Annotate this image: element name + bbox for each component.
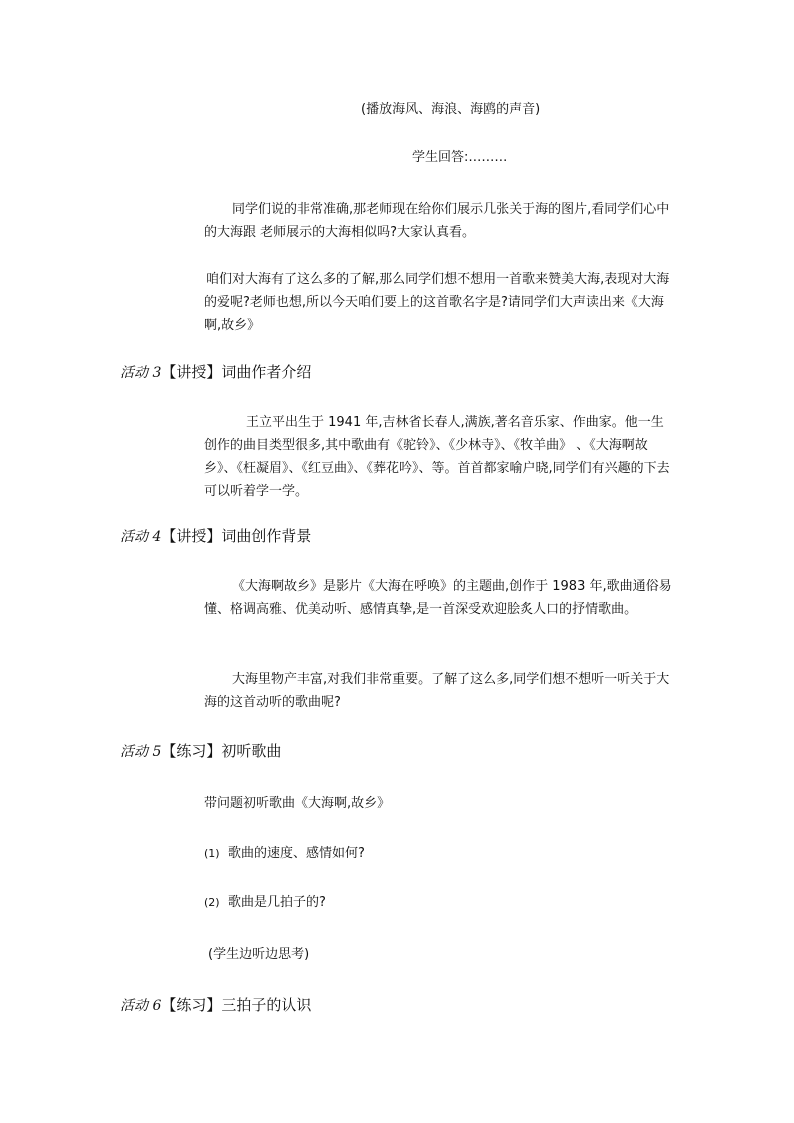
song-transition: 大海里物产丰富,对我们非常重要。了解了这么多,同学们想不想听一听关于大海的这首动听的歌曲呢? bbox=[204, 672, 670, 710]
song-background: 《大海啊故乡》是影片《大海在呼唤》的主题曲,创作于 1983 年,歌曲通俗易懂、格调高雅、优美动听、感情真挚,是一首深受欢迎脍炙人口的抒情歌曲。 bbox=[204, 579, 672, 617]
question-item bbox=[204, 893, 326, 913]
question-text: 歌曲是几拍子的? bbox=[228, 895, 326, 910]
activity-title: 词曲作者介绍 bbox=[221, 363, 312, 381]
student-note: (学生边听边思考) bbox=[208, 947, 310, 962]
paragraph-song-intro: 咱们对大海有了这么多的了解,那么同学们想不想用一首歌来赞美大海,表现对大海的爱呢?老师也想,所以今天咱们要上的这首歌名字是?请同学们大声读出来《大海啊,故乡》 bbox=[204, 272, 670, 333]
student-answer: 学生回答:……… bbox=[412, 150, 508, 165]
activity-label: 活动 3 bbox=[120, 365, 162, 381]
activity-3-heading bbox=[120, 361, 311, 384]
question-text: 歌曲的速度、感情如何? bbox=[228, 846, 365, 861]
listening-prompt: 带问题初听歌曲《大海啊,故乡》 bbox=[204, 796, 391, 811]
activity-5-heading bbox=[120, 740, 281, 763]
activity-tag: 【讲授】 bbox=[161, 363, 222, 381]
activity-tag: 【练习】 bbox=[161, 996, 222, 1014]
question-number: (1) bbox=[204, 847, 220, 860]
activity-title: 初听歌曲 bbox=[221, 742, 282, 760]
activity-label: 活动 6 bbox=[120, 998, 162, 1014]
question-item bbox=[204, 844, 365, 864]
paragraph-images: 同学们说的非常准确,那老师现在给你们展示几张关于海的图片,看同学们心中的大海跟 老师展示的大海相似吗?大家认真看。 bbox=[204, 202, 670, 240]
activity-tag: 【讲授】 bbox=[161, 527, 222, 545]
activity-6-heading bbox=[120, 994, 311, 1017]
sound-cue: (播放海风、海浪、海鸥的声音) bbox=[361, 102, 541, 117]
activity-tag: 【练习】 bbox=[161, 742, 222, 760]
activity-label: 活动 5 bbox=[120, 744, 162, 760]
activity-title: 词曲创作背景 bbox=[221, 527, 312, 545]
question-number: (2) bbox=[204, 896, 220, 909]
activity-label: 活动 4 bbox=[120, 529, 162, 545]
activity-4-heading bbox=[120, 525, 311, 548]
composer-intro: 王立平出生于 1941 年,吉林省长春人,满族,著名音乐家、作曲家。他一生创作的曲目类型很多,其中歌曲有《驼铃》、《少林寺》、《牧羊曲》 、《大海啊故乡》、《枉凝眉》、《红豆曲》、《葬花吟》、等。首首都家喻户晓,同学们有兴趣的下去可以听着学一学。 bbox=[204, 415, 670, 499]
activity-title: 三拍子的认识 bbox=[221, 996, 312, 1014]
